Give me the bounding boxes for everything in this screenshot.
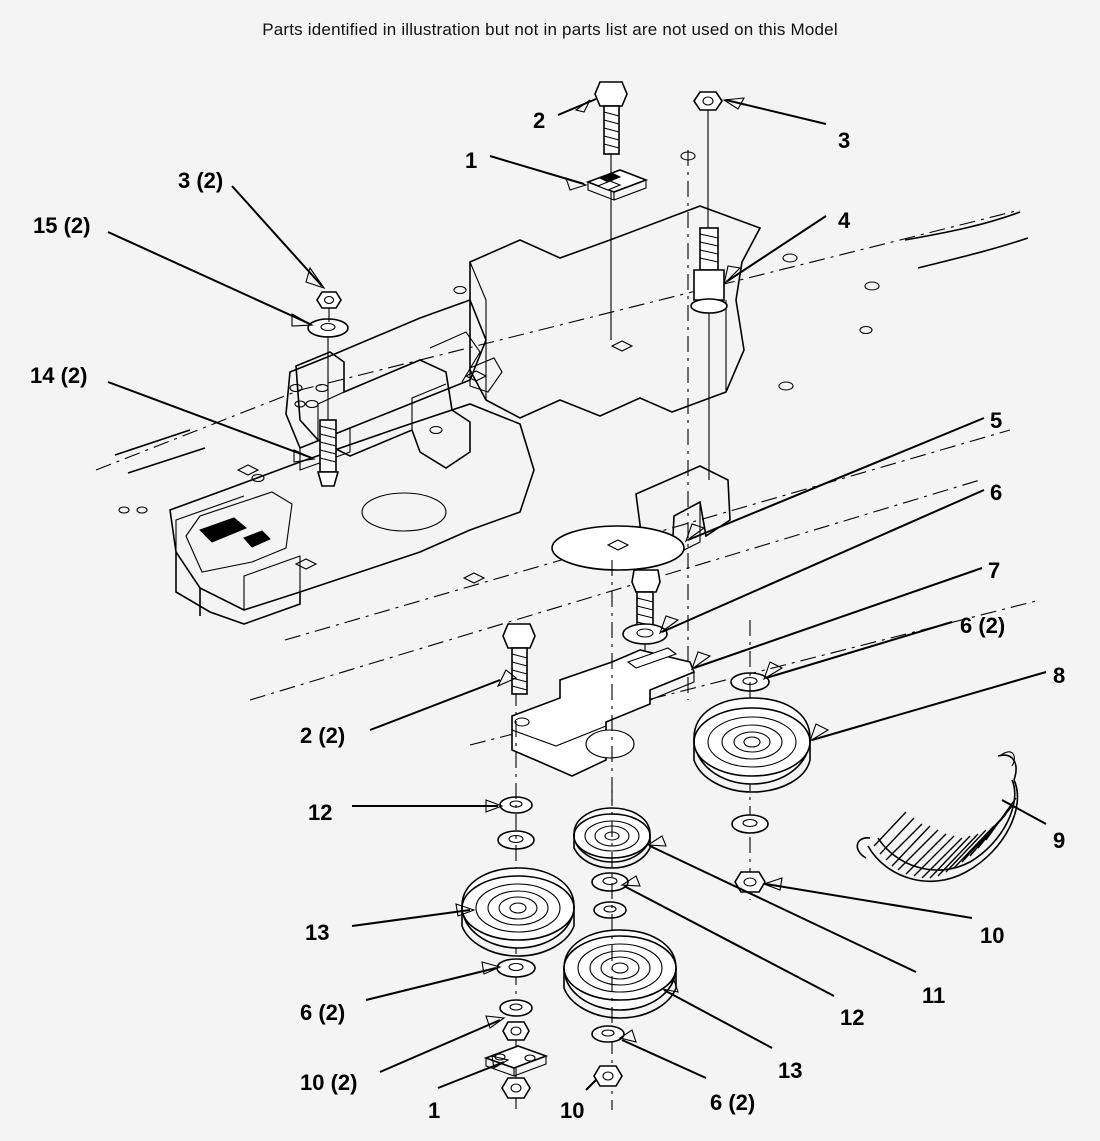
callout-6: 6 [990,480,1003,505]
callout-8: 8 [1053,663,1066,688]
chassis-frame [96,152,1040,745]
callout-15-2: 15 (2) [33,213,91,238]
callout-7: 7 [988,558,1001,583]
part-2-hex-bolt-top [595,82,627,340]
callout-14-2: 14 (2) [30,363,88,388]
part-12-washer-center [592,873,628,918]
part-6-washer-bottom-center [592,1026,624,1086]
part-15-flat-washer [308,319,348,337]
callout-3-top-right: 3 [838,128,851,153]
callout-9: 9 [1053,828,1066,853]
diagram-note: Parts identified in illustration but not in parts list are not used on this Model [262,20,838,39]
callout-12-left: 12 [308,800,333,825]
part-2-hex-bolt-lower [503,624,535,694]
part-3-nut-top [694,92,722,230]
part-13-pulley-left [462,868,574,956]
callout-2-top: 2 [533,108,546,133]
callout-13-left: 13 [305,920,330,945]
callout-10-right: 10 [980,923,1005,948]
callout-11: 11 [922,983,946,1008]
part-1-bracket-top [588,170,646,200]
callout-5: 5 [990,408,1003,433]
callout-2-2: 2 (2) [300,723,346,748]
part-10-nut-bottom-left [502,1078,530,1098]
callout-13-right: 13 [778,1058,803,1083]
leader-lines [108,98,1046,1090]
callout-10-bottom: 10 [560,1098,585,1123]
part-14-bolt-short [318,420,338,486]
callout-3-2: 3 (2) [178,168,224,193]
callout-6-2-bottom: 6 (2) [710,1090,756,1115]
part-9-extension-spring [857,752,1017,881]
part-5-flat-washer-large [552,526,684,570]
callout-1-top: 1 [465,148,478,173]
callout-1-bottom: 1 [428,1098,441,1123]
callout-10-2: 10 (2) [300,1070,358,1095]
callout-6-2-right: 6 (2) [960,613,1006,638]
callout-6-2-left: 6 (2) [300,1000,346,1025]
part-6-washer-lower-left [497,959,535,1040]
callout-12-right: 12 [840,1005,865,1030]
part-8-pulley-large [694,698,810,792]
part-7-idler-plate [512,560,694,840]
part-6-washer-right-stack [732,815,768,892]
callout-4: 4 [838,208,851,233]
